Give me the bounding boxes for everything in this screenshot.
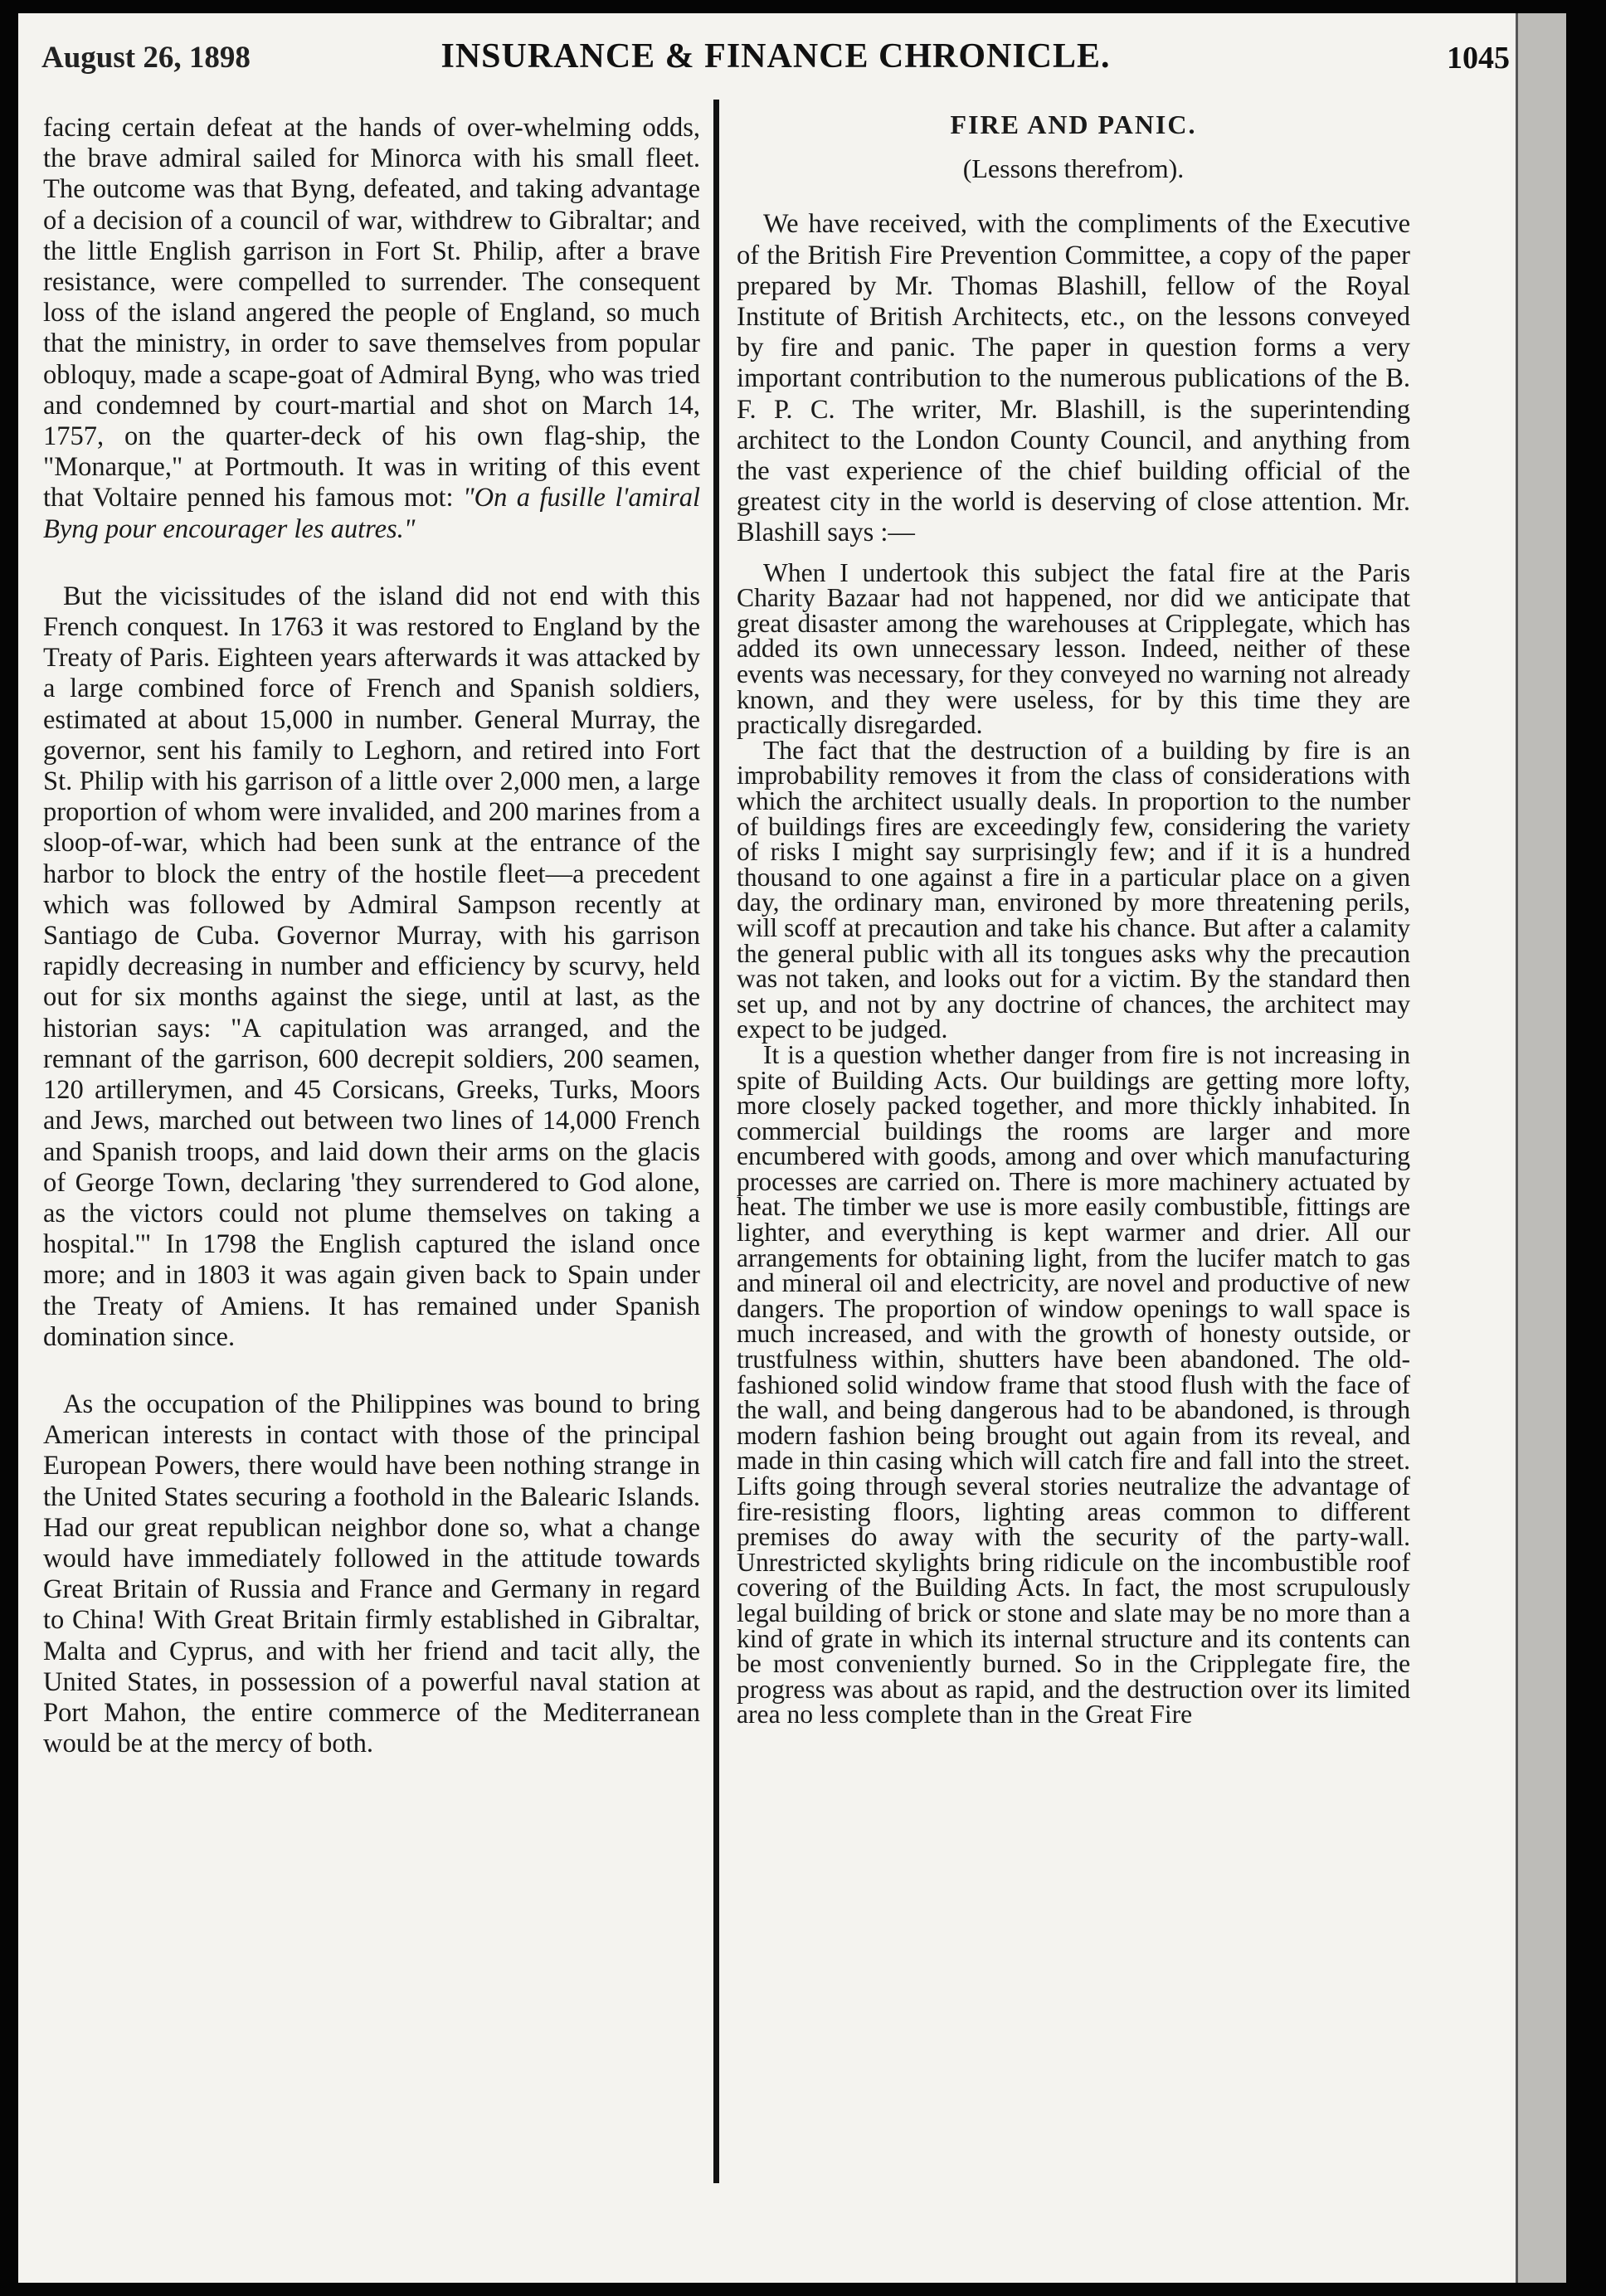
publication-title: INSURANCE & FINANCE CHRONICLE.: [440, 37, 1111, 75]
left-paragraph-3: As the occupation of the Philippines was bound to bring American interests in contact with those of the principal European Powers, there would have been nothing strange in the United States securing a foothold in the Balearic Islands. Had our great republican neighbor done so, what a change would have immediately followed in the attitude towards Great Britain of Russia and France and Germany in regard to China! With Great Britain firmly established in Gibraltar, Malta and Cyprus, and with her friend and tacit ally, the United States, in possession of a powerful naval station at Port Mahon, the entire commerce of the Mediterranean would be at the mercy of both.: [43, 1389, 700, 1759]
left-paragraph-2: But the vicissitudes of the island did not end with this French conquest. In 1763 it was restored to England by the Treaty of Paris. Eighteen years afterwards it was attacked by a large combined force of French and Spanish soldiers, estimated at about 15,000 in number. General Murray, the governor, sent his family to Leghorn, and retired into Fort St. Philip with his garrison of a little over 2,000 men, a large proportion of whom were invalided, and 200 marines from a sloop-of-war, which had been sunk at the entrance of the harbor to block the entry of the hostile fleet—a precedent which was followed by Admiral Sampson recently at Santiago de Cuba. Governor Murray, with his garrison rapidly decreasing in number and efficiency by scurvy, held out for six months against the siege, until at last, as the historian says: "A capitulation was arranged, and the remnant of the garrison, 600 decrepit soldiers, 200 seamen, 120 artillerymen, and 45 Corsicans, Greeks, Turks, Moors and Jews, marched out between two lines of 14,000 French and Spanish troops, and laid down their arms on the glacis of George Town, declaring 'they surrendered to God alone, as the victors could not plume themselves on taking a hospital.'" In 1798 the English captured the island once more; and in 1803 it was again given back to Spain under the Treaty of Amiens. It has remained under Spanish domination since.: [43, 581, 700, 1352]
left-column: [43, 113, 700, 1759]
right-column: [737, 109, 1410, 1728]
column-divider: [713, 100, 719, 2183]
left-paragraph-1-text: facing certain defeat at the hands of over-whelming odds, the brave admiral sailed for Minorca with his small fleet. The outcome was that Byng, defeated, and taking advantage of a decision of a council of war, withdrew to Gibraltar; and the little English garrison in Fort St. Philip, after a brave resistance, were compelled to surrender. The consequent loss of the island angered the people of England, so much that the ministry, in order to save themselves from popular obloquy, made a scape-goat of Admiral Byng, who was tried and condemned by court-martial and shot on March 14, 1757, on the quarter-deck of his own flag-ship, the "Monarque," at Portmouth. It was in writing of this event that Voltaire penned his famous mot:: [43, 113, 700, 513]
page-number: 1045: [1447, 41, 1510, 75]
quoted-paragraph-2: The fact that the destruction of a building by fire is an improbability removes it from the class of considerations with which the architect usually deals. In proportion to the number of buildings fires are exceedingly few, considering the variety of risks I might say surprisingly few; and if it is a hundred thousand to one against a fire in a particular place on a given day, the ordinary man, environed by more threatening perils, will scoff at precaution and take his chance. But after a calamity the general public with all its tongues asks why the precaution was not taken, and looks out for a victim. By the standard then set up, and not by any doctrine of chances, the architect may expect to be judged.: [737, 735, 1410, 1044]
article-intro: We have received, with the compliments of the Executive of the British Fire Prevention Committee, a copy of the paper prepared by Mr. Thomas Blashill, fellow of the Royal Institute of British Architects, etc., on the lessons conveyed by fire and panic. The paper in question forms a very important contribution to the numerous publications of the B. F. P. C. The writer, Mr. Blashill, is the superintending architect to the London County Council, and anything from the vast experience of the chief building official of the greatest city in the world is deserving of close attention. Mr. Blashill says :—: [737, 209, 1410, 548]
article-subtitle: (Lessons therefrom).: [962, 153, 1185, 184]
article-title: FIRE AND PANIC.: [950, 109, 1197, 139]
voltaire-quote: "On a fusille l'amiral Byng pour encourager les autres.": [43, 483, 700, 544]
binding-edge: [1516, 13, 1566, 2283]
newspaper-page: [18, 13, 1566, 2283]
issue-date: August 26, 1898: [41, 41, 251, 75]
quoted-paragraph-1: When I undertook this subject the fatal fire at the Paris Charity Bazaar had not happened, nor did we anticipate that great disaster among the warehouses at Cripplegate, which has added its own unnecessary lesson. Indeed, neither of these events was necessary, for they conveyed no warning not already known, and they were useless, for by this time they are practically disregarded.: [737, 557, 1410, 740]
quoted-paragraph-3: It is a question whether danger from fire is not increasing in spite of Building Acts. Our buildings are getting more lofty, more closely packed together, and more thickly inhabited. In commercial buildings the rooms are larger and more encumbered with goods, among and over which manufacturing processes are carried on. There is more machinery actuated by heat. The timber we use is more easily combustible, fittings are lighter, and everything is kept warmer and drier. All our arrangements for obtaining light, from the lucifer match to gas and mineral oil and electricity, are novel and productive of new dangers. The proportion of window openings to wall space is much increased, and with the growth of honesty outside, or trustfulness within, shutters have been abandoned. The old-fashioned solid window frame that stood flush with the face of the wall, and being dangerous had to be abandoned, is through modern fashion being brought out again from its reveal, and made in thin casing which will catch fire and fall into the street. Lifts going through several stories neutralize the advantage of fire-resisting floors, lighting areas common to different premises do away with the security of the party-wall. Unrestricted skylights bring ridicule on the incombustible roof covering of the Building Acts. In fact, the most scrupulously legal building of brick or stone and slate may be no more than a kind of grate in which its internal structure and its contents can be most conveniently burned. So in the Cripplegate fire, the progress was about as rapid, and the destruction over its limited area no less complete than in the Great Fire: [737, 1039, 1410, 1729]
page-header: [41, 35, 1510, 81]
left-paragraph-1: [43, 113, 700, 545]
